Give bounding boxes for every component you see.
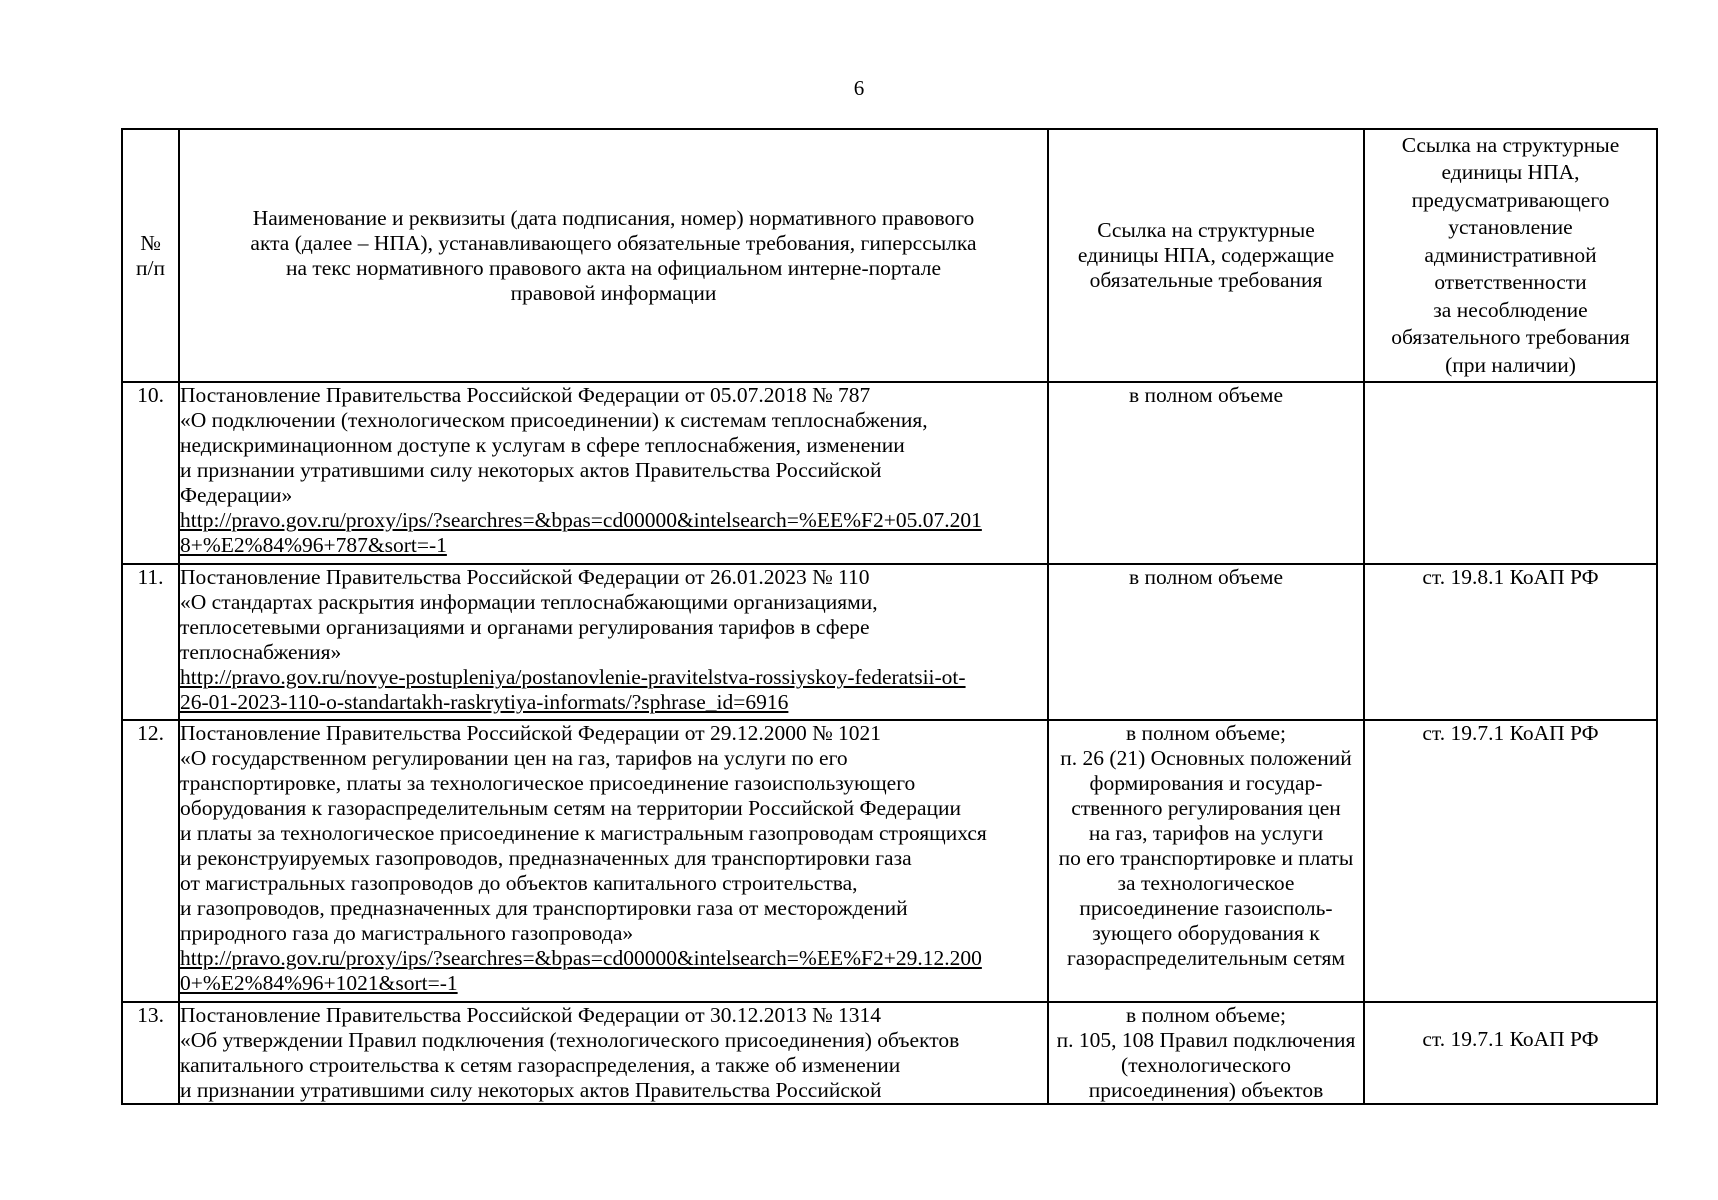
act-hyperlink[interactable]: http://pravo.gov.ru/novye-postupleniya/postanovlenie-pravitelstva-rossiyskoy-federatsii-ot- — [180, 665, 966, 689]
header-name-line: на текс нормативного правового акта на официальном интерне-портале — [285, 255, 942, 280]
act-description-line: «О подключении (технологическом присоединении) к системам теплоснабжения, — [180, 408, 928, 432]
table-row — [122, 382, 1657, 564]
act-title: Постановление Правительства Российской Федерации от 30.12.2013 № 1314 — [180, 1003, 882, 1027]
act-description-line: и признании утратившими силу некоторых актов Правительства Российской — [180, 458, 882, 482]
row-reference-cell — [1048, 1002, 1364, 1104]
header-ref-line: Ссылка на структурные — [1097, 218, 1315, 242]
header-number-symbol: № — [140, 230, 161, 255]
row-responsibility-cell — [1364, 382, 1657, 564]
row-act-name-cell — [179, 382, 1048, 564]
act-title: Постановление Правительства Российской Федерации от 05.07.2018 № 787 — [180, 383, 871, 407]
reference-line: на газ, тарифов на услуги — [1088, 821, 1324, 845]
act-description-line: Федерации» — [180, 483, 293, 507]
reference-line: присоединение газоисполь- — [1079, 896, 1333, 920]
header-ref-line: обязательные требования — [1089, 268, 1323, 292]
act-description-line: природного газа до магистрального газопровода» — [180, 921, 634, 945]
header-name-cell — [179, 129, 1048, 382]
row-responsibility-cell: ст. 19.8.1 КоАП РФ — [1364, 564, 1657, 720]
row-number: 12. — [122, 720, 179, 1002]
header-resp-line: за несоблюдение — [1433, 297, 1588, 322]
header-number-abbrev: п/п — [136, 255, 165, 280]
header-resp-line: единицы НПА, — [1441, 160, 1580, 185]
row-act-name-cell — [179, 720, 1048, 1002]
act-hyperlink[interactable]: http://pravo.gov.ru/proxy/ips/?searchres=&bpas=cd00000&intelsearch=%EE%F2+29.12.200 — [180, 946, 982, 970]
act-description-line: оборудования к газораспределительным сетям на территории Российской Федерации — [180, 796, 962, 820]
table-row — [122, 564, 1657, 720]
act-hyperlink[interactable]: 0+%E2%84%96+1021&sort=-1 — [180, 971, 458, 995]
act-description-line: и газопроводов, предназначенных для транспортировки газа от месторождений — [180, 896, 908, 920]
header-resp-line: предусматривающего — [1411, 187, 1610, 212]
header-responsibility-cell — [1364, 129, 1657, 382]
act-title: Постановление Правительства Российской Федерации от 29.12.2000 № 1021 — [180, 721, 882, 745]
reference-line: по его транспортировке и платы — [1058, 846, 1354, 870]
act-description-line: и реконструируемых газопроводов, предназначенных для транспортировки газа — [180, 846, 912, 870]
reference-line: ственного регулирования цен — [1071, 796, 1341, 820]
reference-line: в полном объеме; — [1126, 1003, 1286, 1027]
page-number: 6 — [853, 76, 865, 100]
reference-line: п. 26 (21) Основных положений — [1060, 746, 1352, 770]
row-responsibility-cell: ст. 19.7.1 КоАП РФ — [1364, 720, 1657, 1002]
reference-line: в полном объеме — [1128, 383, 1284, 407]
act-description-line: и признании утратившими силу некоторых актов Правительства Российской — [180, 1078, 882, 1102]
header-resp-line: обязательного требования — [1391, 325, 1630, 350]
table-header-row — [122, 129, 1657, 382]
reference-line: в полном объеме — [1128, 565, 1284, 589]
row-act-name-cell — [179, 564, 1048, 720]
row-reference-cell — [1048, 382, 1364, 564]
act-description-line: теплоснабжения» — [180, 640, 342, 664]
row-number: 10. — [122, 382, 179, 564]
header-resp-line: Ссылка на структурные — [1401, 132, 1620, 157]
header-name-line: акта (далее – НПА), устанавливающего обязательные требования, гиперссылка — [250, 230, 977, 255]
reference-line: в полном объеме; — [1126, 721, 1286, 745]
row-reference-cell — [1048, 720, 1364, 1002]
act-description-line: и платы за технологическое присоединение к магистральным газопроводам строящихся — [180, 821, 987, 845]
act-description-line: транспортировке, платы за технологическое присоединение газоиспользующего — [180, 771, 916, 795]
header-resp-line: административной — [1424, 242, 1597, 267]
reference-line: за технологическое — [1117, 871, 1295, 895]
reference-line: присоединения) объектов — [1088, 1078, 1324, 1102]
header-name-line: правовой информации — [510, 280, 717, 305]
row-number: 11. — [122, 564, 179, 720]
table-row — [122, 720, 1657, 1002]
act-title: Постановление Правительства Российской Федерации от 26.01.2023 № 110 — [180, 565, 870, 589]
act-description-line: теплосетевыми организациями и органами регулирования тарифов в сфере — [180, 615, 870, 639]
reference-line: (технологического — [1121, 1053, 1291, 1077]
table-row — [122, 1002, 1657, 1104]
header-ref-line: единицы НПА, содержащие — [1077, 243, 1335, 267]
act-hyperlink[interactable]: http://pravo.gov.ru/proxy/ips/?searchres=&bpas=cd00000&intelsearch=%EE%F2+05.07.201 — [180, 508, 982, 532]
act-hyperlink[interactable]: 26-01-2023-110-o-standartakh-raskrytiya-informats/?sphrase_id=6916 — [180, 690, 789, 714]
header-resp-line: (при наличии) — [1445, 352, 1576, 377]
reference-line: газораспределительным сетям — [1067, 946, 1345, 970]
header-resp-line: установление — [1448, 215, 1573, 240]
act-description-line: капитального строительства к сетям газораспределения, а также об изменении — [180, 1053, 901, 1077]
act-description-line: «О стандартах раскрытия информации теплоснабжающими организациями, — [180, 590, 878, 614]
row-act-name-cell — [179, 1002, 1048, 1104]
header-number-cell — [122, 129, 179, 382]
reference-line: формирования и государ- — [1089, 771, 1323, 795]
act-description-line: от магистральных газопроводов до объектов капитального строительства, — [180, 871, 858, 895]
row-number: 13. — [122, 1002, 179, 1104]
row-responsibility-cell: ст. 19.7.1 КоАП РФ — [1364, 1002, 1657, 1104]
header-resp-line: ответственности — [1434, 270, 1587, 295]
header-reference-cell — [1048, 129, 1364, 382]
act-hyperlink[interactable]: 8+%E2%84%96+787&sort=-1 — [180, 533, 447, 557]
reference-line: зующего оборудования к — [1092, 921, 1320, 945]
act-description-line: «О государственном регулировании цен на газ, тарифов на услуги по его — [180, 746, 848, 770]
npa-requirements-table — [121, 128, 1658, 1105]
reference-line: п. 105, 108 Правил подключения — [1056, 1028, 1356, 1052]
header-name-line: Наименование и реквизиты (дата подписания, номер) нормативного правового — [252, 205, 975, 230]
act-description-line: недискриминационном доступе к услугам в сфере теплоснабжения, изменении — [180, 433, 905, 457]
row-reference-cell — [1048, 564, 1364, 720]
act-description-line: «Об утверждении Правил подключения (технологического присоединения) объектов — [180, 1028, 960, 1052]
